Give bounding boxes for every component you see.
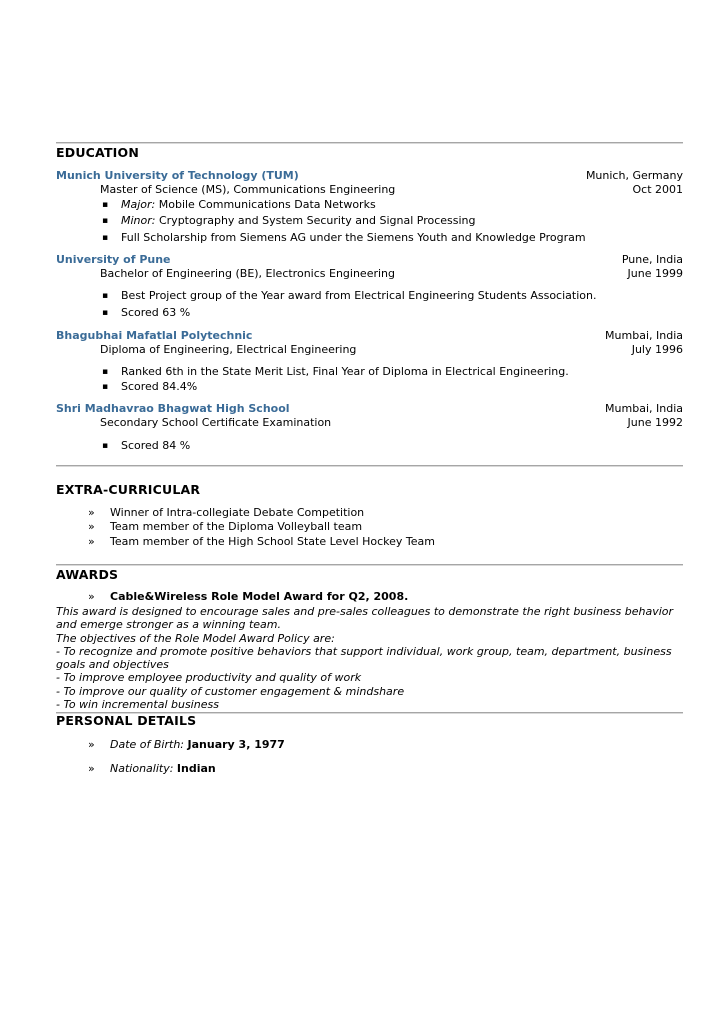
date-of-birth [110, 738, 285, 752]
school-name: Munich University of Technology (TUM) [56, 169, 299, 182]
bullet-icon: ▪ [102, 367, 109, 377]
list-item [121, 198, 376, 212]
list-item: Best Project group of the Year award from Electrical Engineering Students Association. [121, 289, 597, 302]
personal-details-heading: PERSONAL DETAILS [56, 713, 197, 728]
award-line: This award is designed to encourage sales and pre-sales colleagues to demonstrate the right business behavior [56, 605, 674, 618]
award-line: goals and objectives [56, 658, 169, 672]
school-location: Mumbai, India [605, 402, 683, 415]
award-line: The objectives of the Role Model Award Policy are: [56, 631, 335, 645]
school-location: Mumbai, India [605, 329, 683, 342]
award-line: - To win incremental business [56, 698, 219, 712]
bullet-icon: ▪ [102, 382, 109, 392]
list-item: Team member of the High School State Level Hockey Team [110, 535, 435, 548]
extra-curricular-heading: EXTRA-CURRICULAR [56, 482, 201, 497]
award-line: - To recognize and promote positive behaviors that support individual, work group, team, department, business [56, 644, 672, 658]
degree-date: June 1999 [627, 267, 683, 280]
award-description [56, 605, 683, 711]
chevron-icon: » [88, 762, 95, 775]
section-divider [56, 564, 683, 566]
chevron-icon: » [88, 738, 95, 751]
degree: Diploma of Engineering, Electrical Engineering [100, 343, 357, 356]
degree-date: Oct 2001 [632, 183, 683, 196]
list-item: Scored 84.4% [121, 380, 198, 393]
nationality [110, 762, 216, 776]
top-divider [56, 142, 683, 144]
degree-date: June 1992 [627, 416, 683, 429]
list-item: Ranked 6th in the State Merit List, Final Year of Diploma in Electrical Engineering. [121, 365, 569, 378]
education-heading: EDUCATION [56, 145, 140, 160]
dob-label: Date of Birth: [110, 738, 185, 751]
bullet-icon: ▪ [102, 441, 109, 451]
school-location: Munich, Germany [585, 169, 683, 182]
nationality-label: Nationality: [110, 762, 174, 775]
item-text: Mobile Communications Data Networks [155, 198, 376, 211]
list-item: Scored 84 % [121, 439, 191, 452]
award-line: and emerge stronger as a winning team. [56, 618, 281, 632]
section-divider [56, 465, 683, 467]
chevron-icon: » [88, 590, 95, 603]
item-label: Major: [121, 198, 156, 211]
bullet-icon: ▪ [102, 233, 109, 243]
degree: Bachelor of Engineering (BE), Electronics Engineering [100, 267, 395, 280]
list-item: Scored 63 % [121, 306, 191, 319]
chevron-icon: » [88, 520, 95, 533]
degree: Secondary School Certificate Examination [100, 416, 332, 429]
school-name: University of Pune [56, 253, 171, 266]
chevron-icon: » [88, 506, 95, 519]
school-name: Shri Madhavrao Bhagwat High School [56, 402, 290, 415]
bullet-icon: ▪ [102, 200, 109, 210]
degree-date: July 1996 [631, 343, 683, 356]
item-label: Minor: [121, 214, 156, 227]
award-title: Cable&Wireless Role Model Award for Q2, 2008. [110, 590, 409, 603]
dob-value: January 3, 1977 [187, 738, 285, 751]
list-item: Team member of the Diploma Volleyball team [110, 520, 363, 533]
list-item: Winner of Intra-collegiate Debate Competition [110, 506, 365, 519]
school-name: Bhagubhai Mafatlal Polytechnic [56, 329, 253, 342]
award-line: - To improve employee productivity and quality of work [56, 671, 362, 685]
degree: Master of Science (MS), Communications Engineering [100, 183, 396, 196]
awards-heading: AWARDS [56, 567, 119, 582]
bullet-icon: ▪ [102, 308, 109, 318]
school-location: Pune, India [621, 253, 683, 266]
chevron-icon: » [88, 535, 95, 548]
bullet-icon: ▪ [102, 291, 109, 301]
bullet-icon: ▪ [102, 216, 109, 226]
list-item [121, 214, 476, 228]
item-text: Cryptography and System Security and Signal Processing [155, 214, 476, 227]
award-line: - To improve our quality of customer engagement & mindshare [56, 684, 405, 698]
list-item: Full Scholarship from Siemens AG under the Siemens Youth and Knowledge Program [121, 231, 586, 244]
nationality-value: Indian [176, 762, 216, 775]
